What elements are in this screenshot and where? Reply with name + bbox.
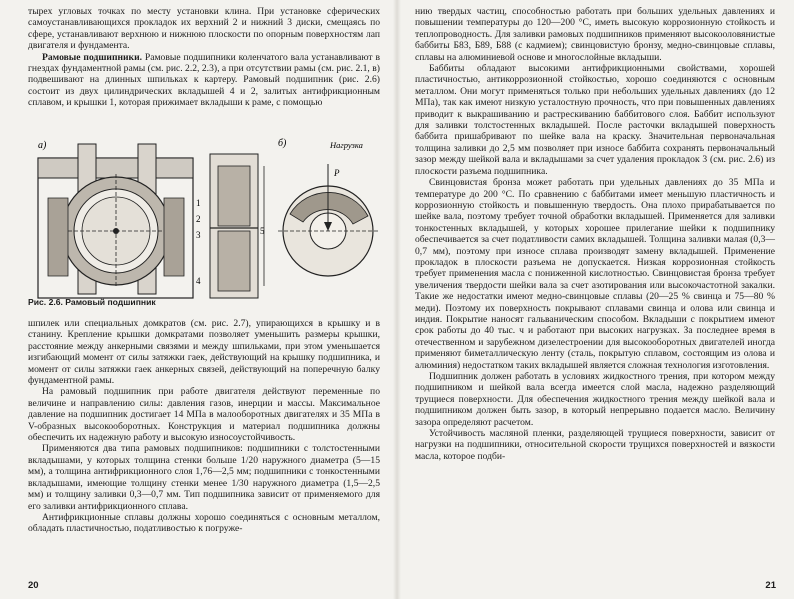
callout-2: 2 xyxy=(196,214,201,224)
right-para-1: нию твердых частиц, способностью работать при больших удельных давлениях и повышении температуры до 120—200 °С, иметь высокую коррозионную стойкость и теплопроводность. Для заливки рамовых подшипников применяют высокооловянистые баббиты Б83, Б89, Б88 (с кадмием); свинцовистую бронзу, медно-свинцовые сплавы, сплавы на алюминиевой основе и многослойные вкладыши. xyxy=(415,6,775,63)
left-para-rama xyxy=(28,52,380,109)
panel-a-label: а) xyxy=(38,140,47,151)
right-para-5: Устойчивость масляной пленки, разделяющей трущиеся поверхности, зависит от нагрузки на подшипники, относительной скорости трущихся поверхностей и вязкости масла, которое подби- xyxy=(415,428,775,462)
left-para-b: На рамовый подшипник при работе двигателя действуют переменные по величине и направлению силы: давления газов, инерции и массы. Максимальное давление на подшипник достигает 14 МПа в малооборотных двигателях и 35 МПа в V-образных высокооборотных. Конструкция и материал подшипника должны обеспечить их надежную работу и высокую износоустойчивость. xyxy=(28,386,380,444)
load-diagram xyxy=(278,164,378,276)
right-para-2: Баббиты обладают высокими антифрикционными свойствами, хорошей пластичностью, антикоррозионной стойкостью, хорошо соединяются с основным металлом. Они могут применяться только при небольших удельных давлениях (до 12 МПа), так как имеют низкую усталостную прочность, что при повышенных давлениях приводит к выкрашиванию и растрескиванию баббитового слоя. Баббит используют для заливки толстостенных вкладышей. После расточки вкладышей поверхность баббита пришабривают по шейке вала на краску. Значительная первоначальная толщина заливки до 2,5 мм позволяет при износе баббита сохранять первоначальный зазор между шейкой вала и вкладышами за счет удаления прокладок 3 (см. рис. 2.6) из плоскости разъема подшипника. xyxy=(415,63,775,177)
left-para-d: Антифрикционные сплавы должны хорошо соединяться с основным металлом, обладать пластичностью, податливостью к погруже- xyxy=(28,511,380,535)
load-p-label: P xyxy=(334,168,340,178)
right-para-4: Подшипник должен работать в условиях жидкостного трения, при котором между подшипником и шейкой вала всегда имеется слой масла, надежно разделяющий трущиеся поверхности. Для обеспечения жидкостного трения между шейкой вала и подшипником должен быть зазор, в который непрерывно подается масло. Величину зазора определяют расчетом. xyxy=(415,371,775,428)
left-para-rama-text: Рамовые подшипники коленчатого вала устанавливают в гнездах фундаментной рамы (см. рис. 2.2, 2.3), а при отсутствии рамы (см. рис. 2.1, в) подвешивают на длинных шпильках к картеру. Рамовый подшипник (рис. 2.6) состоит из двух цилиндрических вкладышей 4 и 2, залитых антифрикционным сплавом, и крышки 1, которая прижимает вкладыши к раме, с помощью xyxy=(28,51,380,109)
right-text xyxy=(415,6,775,462)
page-number-left: 20 xyxy=(28,580,39,591)
page-number-right: 21 xyxy=(765,580,776,591)
left-para-a: шпилек или специальных домкратов (см. рис. 2.7), упирающихся в крышку и в станину. Крепление крышки домкратами позволяет уменьшить размеры крышки, расстояние между анкерными связями и между шпильками, при этом уменьшается изгибающий момент от силы затяжки гаек, действующий на крышку подшипника, и момент от силы затяжки гаек анкерных связей, действующий на поперечную балку фундаментной рамы. xyxy=(28,318,380,387)
left-top-text xyxy=(28,6,380,109)
figure-caption: Рис. 2.6. Рамовый подшипник xyxy=(28,297,156,307)
right-page xyxy=(397,0,794,599)
bearing-side-view xyxy=(210,154,264,298)
callout-4: 4 xyxy=(196,276,201,286)
left-para-top: тырех угловых точках по месту установки клина. При установке сферических самоустанавливающихся прокладок их верхний 2 и нижний 3 диски, смещаясь по сфере, устанавливают верхнюю и нижнюю плоскости по опорным поверхностям лап двигателя и фундамента. xyxy=(28,6,380,52)
bearing-cross-section xyxy=(38,144,193,298)
load-label: Нагрузка xyxy=(330,140,363,150)
left-para-c: Применяются два типа рамовых подшипников: подшипники с толстостенными вкладышами, у которых толщина стенки больше 1/20 наружного диаметра (5—15 мм), а толщина антифрикционного слоя 1,76—2,5 мм; подшипники с тонкостенными вкладышами, имеющие толщину стенки менее 1/30 наружного диаметра (1,5—2,5 мм) и толщину заливки 0,3—0,7 мм. Тип подшипника зависит от применяемого для его заливки антифрикционного сплава. xyxy=(28,443,380,512)
section-heading: Рамовые подшипники. xyxy=(42,51,142,63)
panel-b-label: б) xyxy=(278,138,287,149)
callout-3: 3 xyxy=(196,230,201,240)
bearing-figure xyxy=(28,136,380,306)
callout-1: 1 xyxy=(196,198,201,208)
right-para-3: Свинцовистая бронза может работать при удельных давлениях до 35 МПа и температуре до 200 °С. По сравнению с баббитами имеет меньшую пластичность и коррозионную стойкость и повышенную твердость. Она плохо прирабатывается по шейке вала, поэтому требует точной обработки вкладышей. Применяется для заливки тонкостенных вкладышей, у которых хорошее прилегание шейки к подшипнику обеспечивается за счет податливости самих вкладышей. Толщина заливки малая (0,3—0,7 мм), поэтому при износе сплава производят замену вкладышей. Применение прокладок в плоскости разъема не допускается. Низкая коррозионная стойкость требует применения масла с пониженной кислотностью. Свинцовистая бронза требует увеличения твердости шейки вала за счет азотирования или высокочастотной закалки. Такие же недостатки имеют медно-свинцовые сплавы (20—25 % свинца и 75—80 % меди). Поэтому их поверхность покрывают сплавами свинца и олова или свинца и индия. Покрытие наносят гальваническим способом. Вкладыши с покрытием имеют срок работы до 40 тыс. ч и работают при высоких нагрузках. За последнее время в отечественном и зарубежном дизелестроении для высокооборотных двигателей иногда применяют биметаллическую ленту (сталь, покрытую сплавом, состоящим из олова и алюминия) недостатком таких вкладышей является сложная технология изготовления. xyxy=(415,177,775,371)
left-bottom-text xyxy=(28,318,380,535)
callout-5: 5 xyxy=(260,226,265,236)
